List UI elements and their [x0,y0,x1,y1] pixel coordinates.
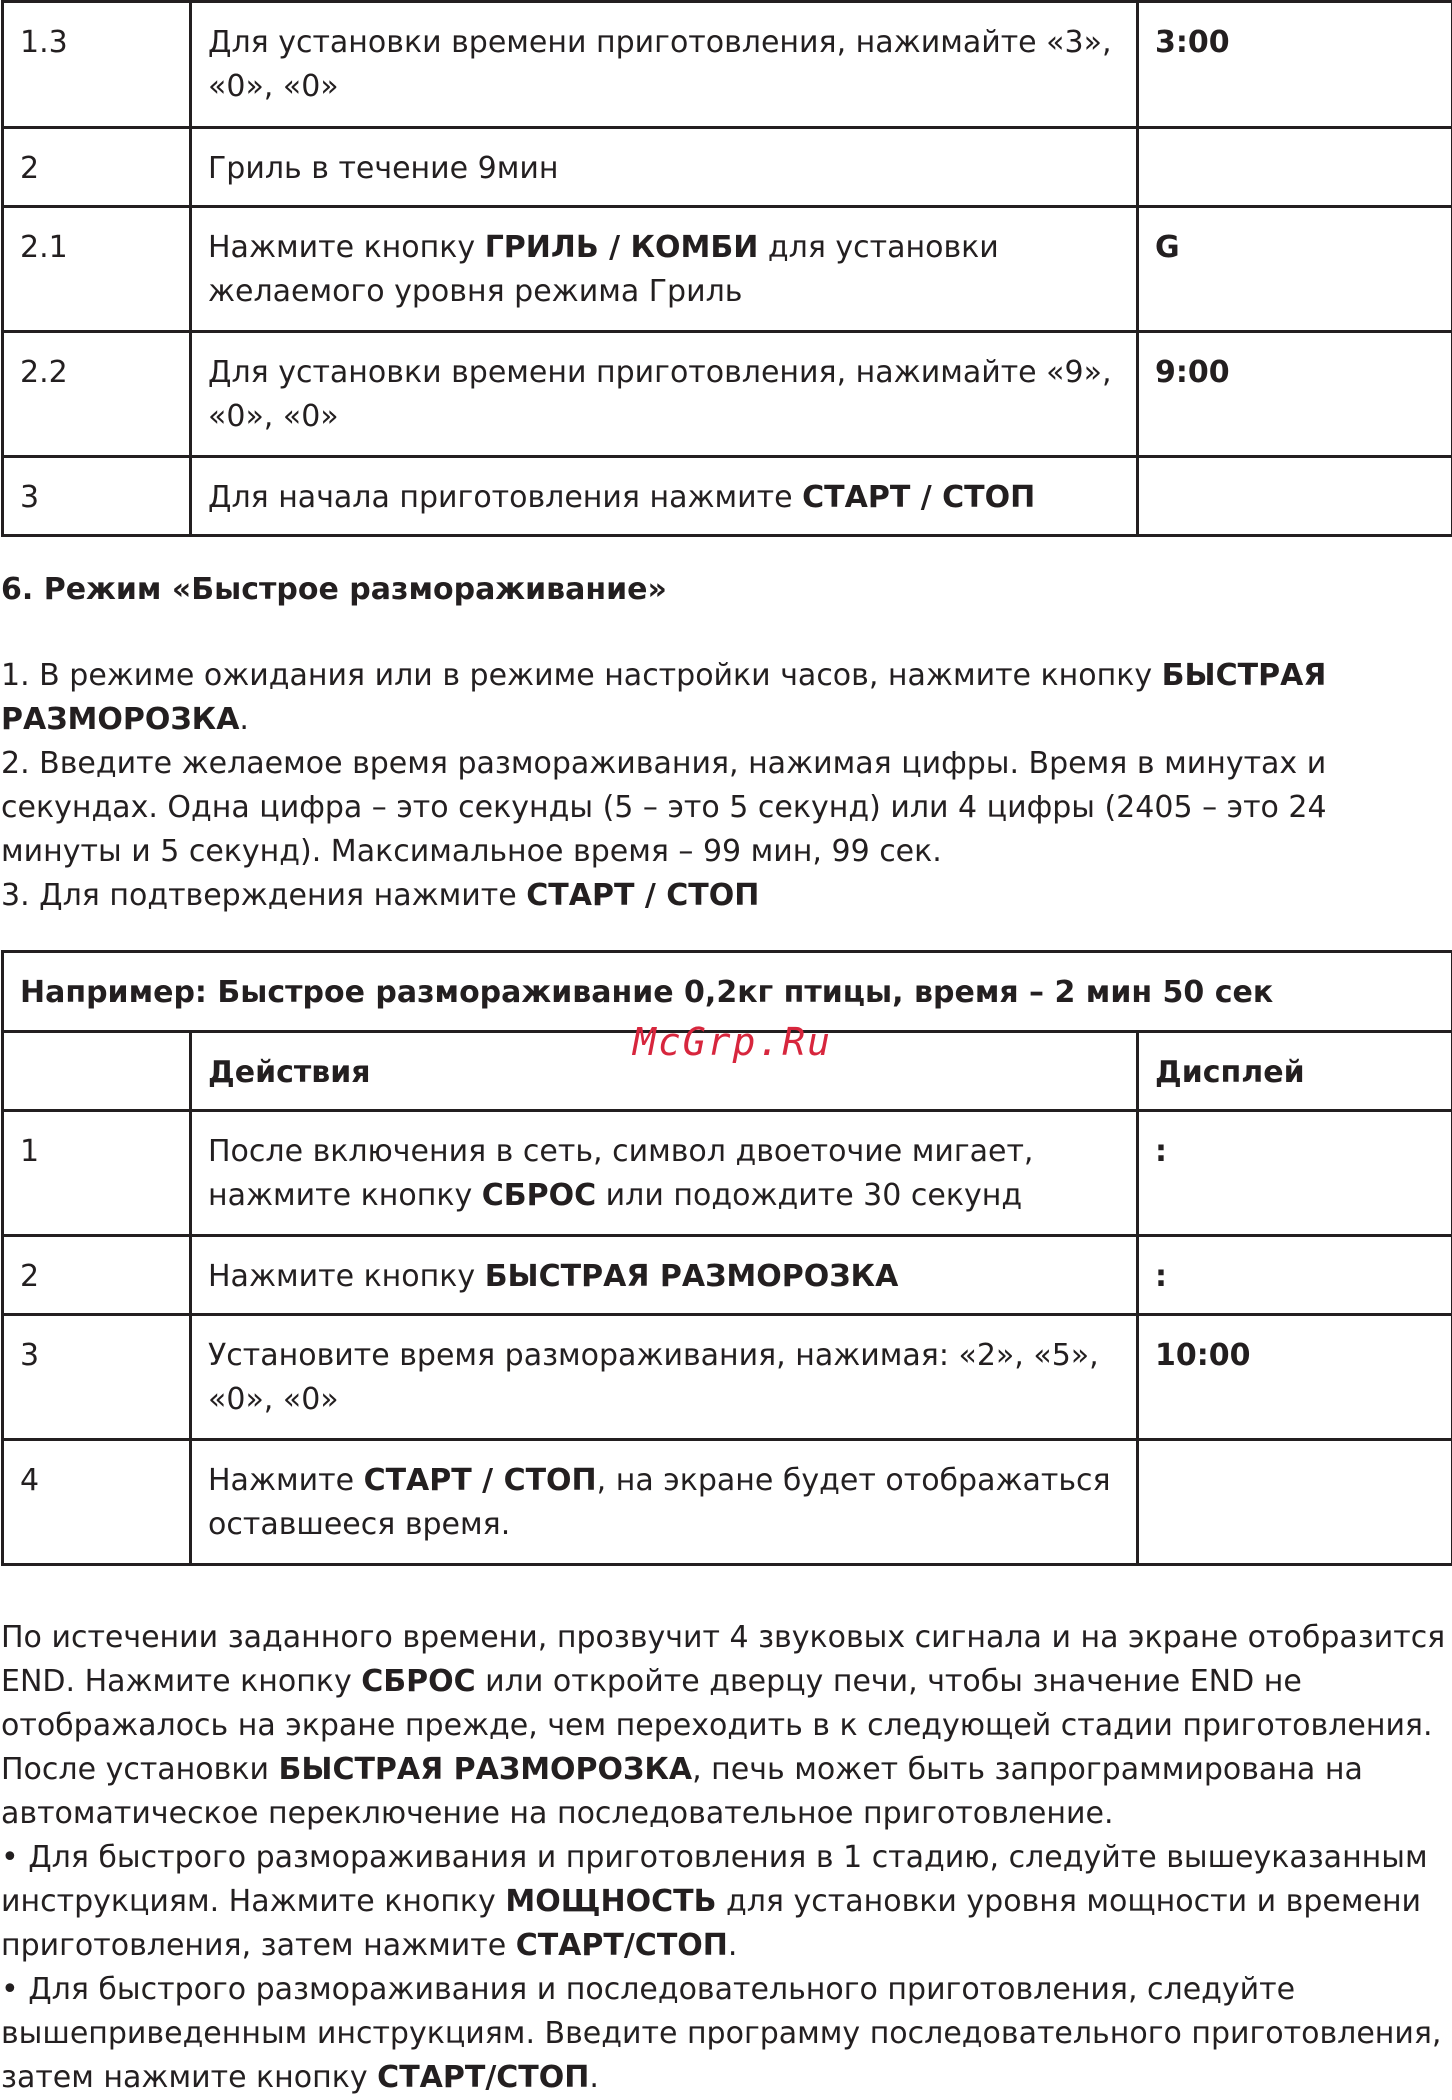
table-row [3,457,1452,536]
step-action: Для установки времени приготовления, нажимайте «9», «0», «0» [191,332,1138,457]
defrost-instructions [1,654,1451,918]
step-display: G [1138,207,1452,332]
defrost-notes [1,1616,1451,2100]
step-display: 10:00 [1138,1315,1452,1440]
instruction-step-1: 1. В режиме ожидания или в режиме настройки часов, нажмите кнопку БЫСТРАЯ РАЗМОРОЗКА. [1,654,1451,742]
step-number: 2.1 [3,207,191,332]
step-display: : [1138,1111,1452,1236]
step-number: 2.2 [3,332,191,457]
step-action: Нажмите кнопку ГРИЛЬ / КОМБИ для установки желаемого уровня режима Гриль [191,207,1138,332]
table-row [3,1236,1452,1315]
step-display [1138,1440,1452,1565]
step-action: Для начала приготовления нажмите СТАРТ / СТОП [191,457,1138,536]
instruction-step-3: 3. Для подтверждения нажмите СТАРТ / СТОП [1,874,1451,918]
step-number: 3 [3,1315,191,1440]
note-bullet-1: • Для быстрого размораживания и приготовления в 1 стадию, следуйте вышеуказанным инструкциям. Нажмите кнопку МОЩНОСТЬ для установки уровня мощности и времени приготовления, затем нажмите СТАРТ/СТОП. [1,1836,1451,1968]
table-row [3,207,1452,332]
step-number: 4 [3,1440,191,1565]
step-action: Установите время размораживания, нажимая: «2», «5», «0», «0» [191,1315,1138,1440]
watermark: McGrp.Ru [633,1020,832,1064]
note-paragraph-2: После установки БЫСТРАЯ РАЗМОРОЗКА, печь может быть запрограммирована на автоматическое переключение на последовательное приготовление. [1,1748,1451,1836]
header-number [3,1032,191,1111]
grill-steps-table [1,0,1452,537]
step-number: 2 [3,128,191,207]
note-bullet-2: • Для быстрого размораживания и последовательного приготовления, следуйте вышеприведенным инструкциям. Введите программу последовательного приготовления, затем нажмите кнопку СТАРТ/СТОП. [1,1968,1451,2100]
step-display: 9:00 [1138,332,1452,457]
step-number: 3 [3,457,191,536]
step-number: 2 [3,1236,191,1315]
instruction-step-2: 2. Введите желаемое время размораживания, нажимая цифры. Время в минутах и секундах. Одна цифра – это секунды (5 – это 5 секунд) или 4 цифры (2405 – это 24 минуты и 5 секунд). Максимальное время – 99 мин, 99 сек. [1,742,1451,874]
step-action: Нажмите кнопку БЫСТРАЯ РАЗМОРОЗКА [191,1236,1138,1315]
step-display [1138,457,1452,536]
step-number: 1.3 [3,2,191,128]
table-row [3,128,1452,207]
step-action: Для установки времени приготовления, нажимайте «3», «0», «0» [191,2,1138,128]
step-action: Гриль в течение 9мин [191,128,1138,207]
table-row [3,1440,1452,1565]
step-display: 3:00 [1138,2,1452,128]
note-paragraph-1: По истечении заданного времени, прозвучит 4 звуковых сигнала и на экране отобразится END. Нажмите кнопку СБРОС или откройте дверцу печи, чтобы значение END не отображалось на экране прежде, чем переходить в к следующей стадии приготовления. [1,1616,1451,1748]
step-action: После включения в сеть, символ двоеточие мигает, нажмите кнопку СБРОС или подождите 30 секунд [191,1111,1138,1236]
table-row [3,332,1452,457]
header-actions: Действия [191,1032,1138,1111]
step-number: 1 [3,1111,191,1236]
example-title: Например: Быстрое размораживание 0,2кг птицы, время – 2 мин 50 сек [3,952,1452,1032]
table-row [3,2,1452,128]
step-action: Нажмите СТАРТ / СТОП, на экране будет отображаться оставшееся время. [191,1440,1138,1565]
table-row [3,1315,1452,1440]
step-display: : [1138,1236,1452,1315]
section-heading: 6. Режим «Быстрое размораживание» [1,568,667,612]
table-row [3,1111,1452,1236]
header-display: Дисплей [1138,1032,1452,1111]
step-display [1138,128,1452,207]
